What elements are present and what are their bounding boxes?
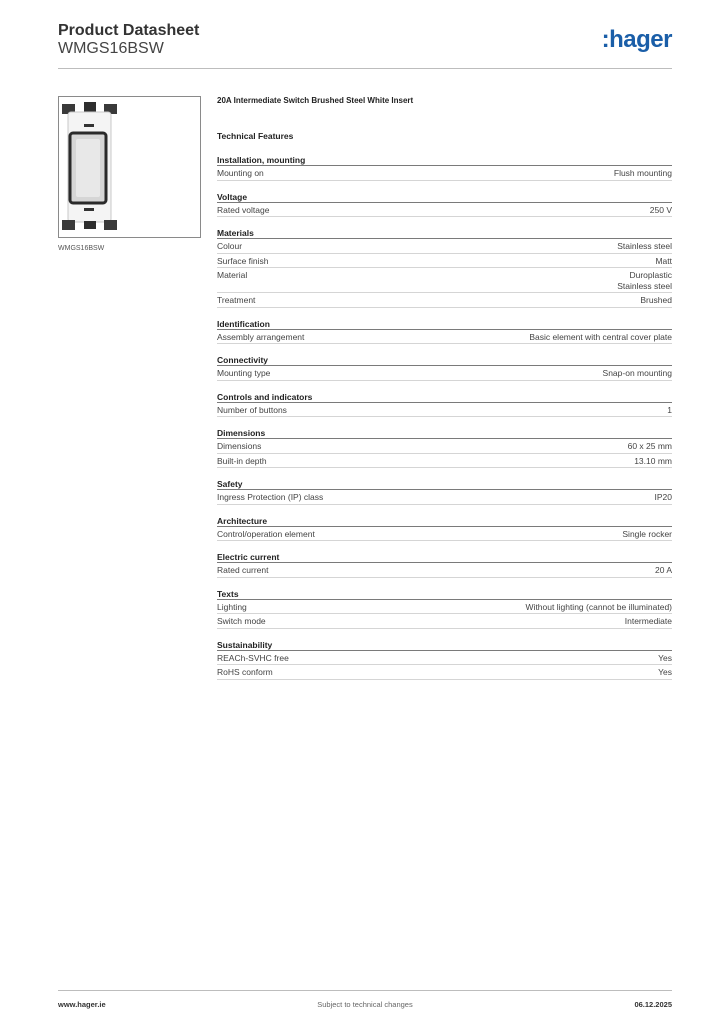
feature-row (217, 203, 672, 218)
feature-sections (217, 155, 672, 680)
section-title: Voltage (217, 192, 672, 203)
feature-section (217, 589, 672, 629)
feature-row (217, 366, 672, 381)
feature-value: IP20 (654, 492, 672, 502)
feature-value: 20 A (654, 565, 672, 575)
feature-value: Intermediate (624, 616, 672, 626)
page-footer (58, 990, 672, 1009)
feature-value: Yes (658, 667, 672, 677)
feature-label: Dimensions (217, 441, 262, 451)
section-title: Sustainability (217, 640, 672, 651)
section-title: Safety (217, 479, 672, 490)
section-title: Texts (217, 589, 672, 600)
feature-row (217, 166, 672, 181)
feature-section (217, 392, 672, 418)
feature-section (217, 319, 672, 345)
feature-section (217, 428, 672, 468)
feature-value: 60 x 25 mm (627, 441, 672, 451)
feature-value: Without lighting (cannot be illuminated) (525, 601, 672, 612)
feature-label: Assembly arrangement (217, 331, 305, 342)
top-center-clip (84, 102, 96, 113)
feature-label: Material (217, 270, 248, 280)
section-title: Identification (217, 319, 672, 330)
section-title: Electric current (217, 552, 672, 563)
feature-label: REACh-SVHC free (217, 652, 289, 663)
top-mark (84, 124, 94, 127)
feature-value: Stainless steel (617, 241, 672, 251)
feature-value: Matt (655, 255, 672, 266)
feature-section (217, 155, 672, 181)
hager-logo: :hager (601, 26, 672, 53)
feature-label: Colour (217, 241, 243, 251)
feature-value: Brushed (640, 295, 672, 305)
feature-value: Flush mounting (613, 168, 672, 178)
feature-row (217, 439, 672, 454)
feature-row (217, 330, 672, 345)
product-image (58, 96, 201, 238)
section-title: Controls and indicators (217, 392, 672, 403)
section-title: Connectivity (217, 355, 672, 366)
feature-label: Mounting on (217, 168, 264, 178)
feature-label: Treatment (217, 295, 256, 305)
feature-row (217, 665, 672, 680)
feature-label: Surface finish (217, 255, 269, 266)
feature-section (217, 640, 672, 680)
feature-section (217, 228, 672, 308)
page-header (58, 21, 672, 69)
product-code: WMGS16BSW (58, 40, 164, 57)
footer-date: 06.12.2025 (634, 1000, 672, 1009)
footer-website: www.hager.ie (58, 1000, 106, 1009)
bottom-center-clip (84, 221, 96, 229)
feature-label: Mounting type (217, 368, 271, 378)
feature-row (217, 563, 672, 578)
feature-row (217, 600, 672, 615)
feature-section (217, 355, 672, 381)
feature-value: Basic element with central cover plate (529, 331, 672, 342)
feature-row (217, 239, 672, 254)
switch-insert-image (59, 97, 200, 237)
feature-value: 250 V (649, 204, 672, 215)
feature-value: Duroplastic Stainless steel (617, 270, 672, 291)
section-title: Installation, mounting (217, 155, 672, 166)
footer-notice: Subject to technical changes (317, 1000, 413, 1009)
feature-row (217, 254, 672, 269)
section-title: Dimensions (217, 428, 672, 439)
feature-row (217, 293, 672, 308)
feature-section (217, 516, 672, 542)
feature-row (217, 403, 672, 418)
feature-label: Rated current (217, 565, 269, 575)
feature-value: Snap-on mounting (602, 368, 672, 378)
feature-row (217, 614, 672, 629)
feature-label: Ingress Protection (IP) class (217, 492, 324, 502)
feature-value: 13.10 mm (634, 455, 672, 466)
document-title: Product Datasheet (58, 22, 200, 39)
section-title: Materials (217, 228, 672, 239)
technical-features-heading: Technical Features (217, 131, 294, 141)
rocker-face (76, 139, 100, 197)
feature-row (217, 527, 672, 542)
feature-label: Lighting (217, 601, 247, 612)
feature-row (217, 268, 672, 293)
feature-section (217, 192, 672, 218)
feature-value: Single rocker (622, 528, 672, 539)
product-image-caption: WMGS16BSW (58, 245, 105, 252)
bottom-mark (84, 208, 94, 211)
datasheet-content (217, 96, 672, 680)
feature-value: 1 (667, 404, 672, 415)
feature-row (217, 651, 672, 666)
feature-row (217, 454, 672, 469)
feature-label: Number of buttons (217, 404, 287, 415)
section-title: Architecture (217, 516, 672, 527)
bottom-left-clip (62, 220, 75, 230)
feature-section (217, 479, 672, 505)
feature-label: RoHS conform (217, 667, 273, 677)
bottom-right-clip (104, 220, 117, 230)
feature-label: Control/operation element (217, 528, 315, 539)
feature-label: Built-in depth (217, 455, 267, 466)
feature-section (217, 552, 672, 578)
feature-row (217, 490, 672, 505)
feature-label: Switch mode (217, 616, 266, 626)
product-description: 20A Intermediate Switch Brushed Steel White Insert (217, 96, 414, 105)
feature-label: Rated voltage (217, 204, 270, 215)
feature-value: Yes (658, 652, 672, 663)
